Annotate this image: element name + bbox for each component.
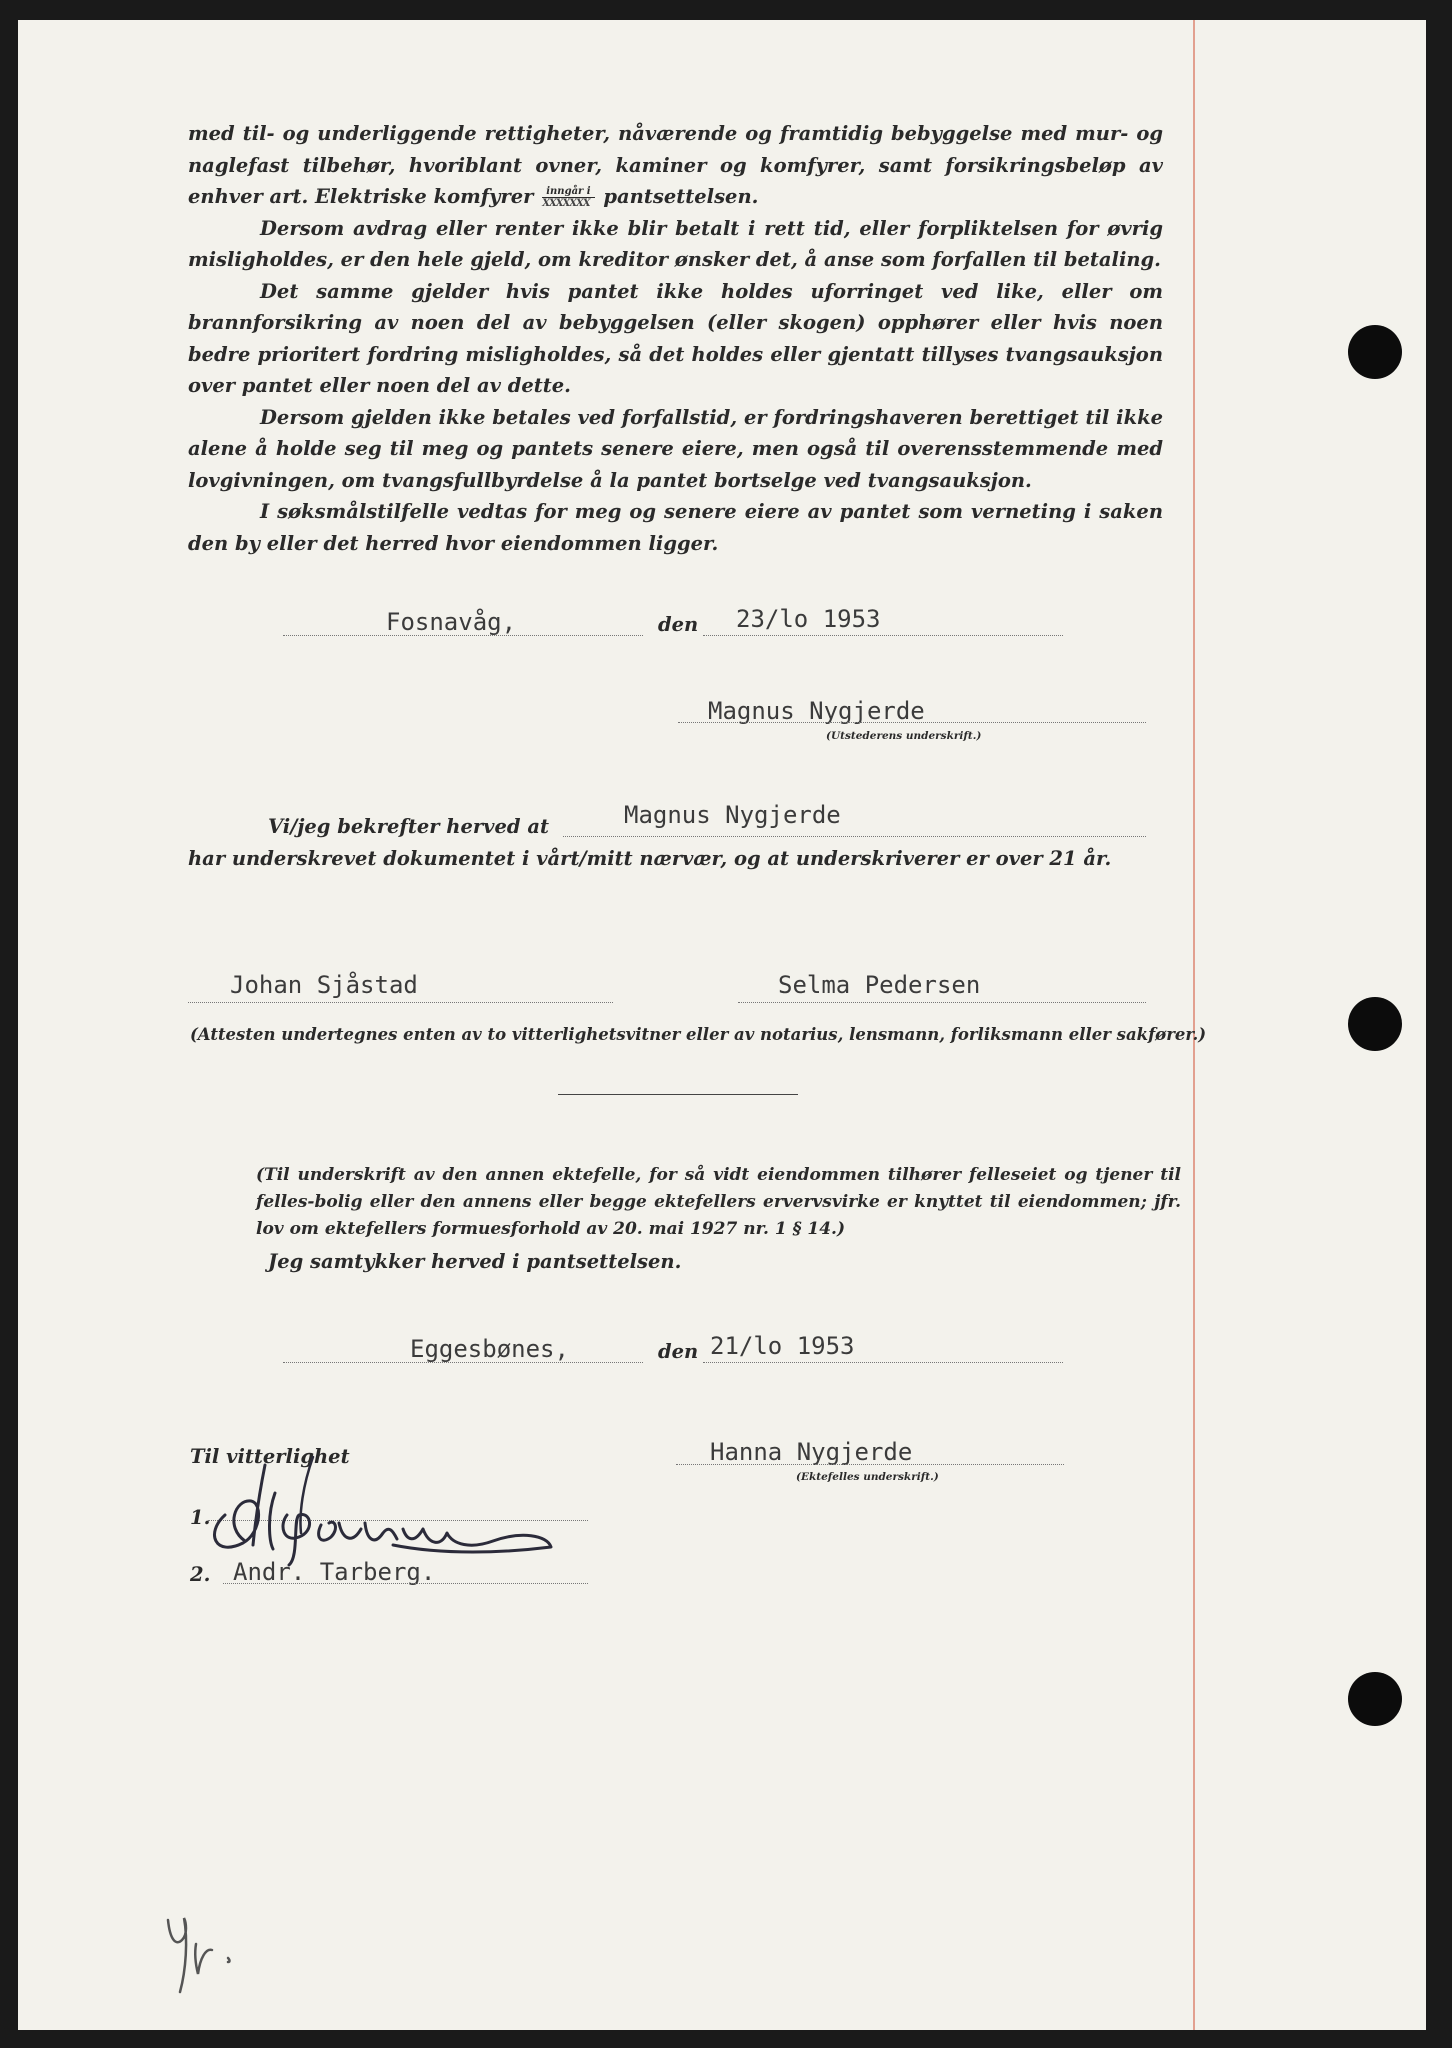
attest-name-line: [563, 836, 1146, 837]
witness-1-line: [188, 1002, 613, 1003]
issue-place-line: [283, 635, 643, 636]
inserted-word-stack: inngår i XXXXXXX: [542, 186, 594, 209]
consent-statement: Jeg samtykker herved i pantsettelsen.: [268, 1250, 682, 1273]
paragraph-fixtures: med til- og underliggende rettigheter, nåværende og framtidig bebyggelse med mur- og naglefast tilbehør, hvoriblant ovner, kaminer og komfyrer, samt forsikringsbeløp av enhver art. Elektriske komfyrer inngår i XXXXXXX pantsettelsen.: [188, 122, 1163, 209]
consent-place: Eggesbønes,: [410, 1335, 569, 1363]
consent-den-label: den: [658, 1340, 699, 1363]
attest-name: Magnus Nygjerde: [624, 801, 841, 829]
issuer-signature-line: [678, 722, 1146, 723]
issuer-caption: (Utstederens underskrift.): [826, 730, 982, 742]
consent-place-line: [283, 1362, 643, 1363]
attest-statement: har underskrevet dokumentet i vårt/mitt nærvær, og at underskriverer er over 21 år.: [188, 847, 1112, 870]
attest-prefix: Vi/jeg bekrefter herved at: [268, 815, 549, 838]
issue-den-label: den: [658, 613, 699, 636]
witness-heading: Til vitterlighet: [190, 1445, 350, 1468]
witness-2-name: Selma Pedersen: [778, 971, 981, 999]
document-page: [18, 20, 1426, 2030]
spouse-caption: (Ektefelles underskrift.): [796, 1471, 939, 1483]
punch-hole-top: [1348, 325, 1402, 379]
witness-1-name: Johan Sjåstad: [230, 971, 418, 999]
attest-note: (Attesten undertegnes enten av to vitterlighetsvitner eller av notarius, lensmann, forliksmann eller sakfører.): [190, 1025, 1207, 1044]
witness-2-number: 2.: [190, 1563, 211, 1586]
section-divider: [558, 1094, 798, 1095]
witness-1-number: 1.: [190, 1506, 211, 1529]
spouse-signature-line: [676, 1464, 1064, 1465]
consent-witness-2-line: [223, 1583, 588, 1584]
consent-witness-2-name: Andr. Tarberg.: [233, 1558, 436, 1586]
issue-date: 23/lo 1953: [736, 605, 881, 633]
consent-date-line: [703, 1362, 1063, 1363]
spouse-note: (Til underskrift av den annen ektefelle, for så vidt eiendommen tilhører felleseiet og tjener til felles-bolig eller den annens eller begge ektefellers ervervsvirke er knyttet til eiendommen; jfr. lov om ektefellers formuesforhold av 20. mai 1927 nr. 1 § 14.): [256, 1165, 1181, 1239]
terms-body: [188, 118, 1163, 559]
paragraph-venue: I søksmålstilfelle vedtas for meg og senere eiere av pantet som verneting i saken den by eller det herred hvor eiendommen ligger.: [188, 500, 1163, 555]
issue-place: Fosnavåg,: [386, 608, 517, 636]
paragraph-enforcement: Dersom gjelden ikke betales ved forfallstid, er fordringshaveren berettiget til ikke alene å holde seg til meg og pantets senere eiere, men også til overensstemmende med lovgivningen, om tvangsfullbyrdelse å la pantet bortselge ved tvangsauksjon.: [188, 405, 1163, 492]
punch-hole-middle: [1348, 997, 1402, 1051]
paragraph-maintenance: Det samme gjelder hvis pantet ikke holdes uforringet ved like, eller om brannforsikring av noen del av bebyggelsen (eller skogen) opphører eller hvis noen bedre prioritert fordring misligholdes, så det holdes eller gjentatt tillyses tvangsauksjon over pantet eller noen del av dette.: [188, 279, 1163, 397]
consent-date: 21/lo 1953: [710, 1332, 855, 1360]
issue-date-line: [703, 635, 1063, 636]
punch-hole-bottom: [1348, 1672, 1402, 1726]
paragraph-default: Dersom avdrag eller renter ikke blir betalt i rett tid, eller forpliktelsen for øvrig misligholdes, er den hele gjeld, om kreditor ønsker det, å anse som forfallen til betaling.: [188, 216, 1163, 271]
pencil-margin-note: [158, 1900, 258, 2000]
handwritten-signature: [203, 1445, 573, 1575]
witness-2-line: [738, 1002, 1146, 1003]
issuer-signature: Magnus Nygjerde: [708, 697, 925, 725]
spouse-signature: Hanna Nygjerde: [710, 1438, 913, 1466]
